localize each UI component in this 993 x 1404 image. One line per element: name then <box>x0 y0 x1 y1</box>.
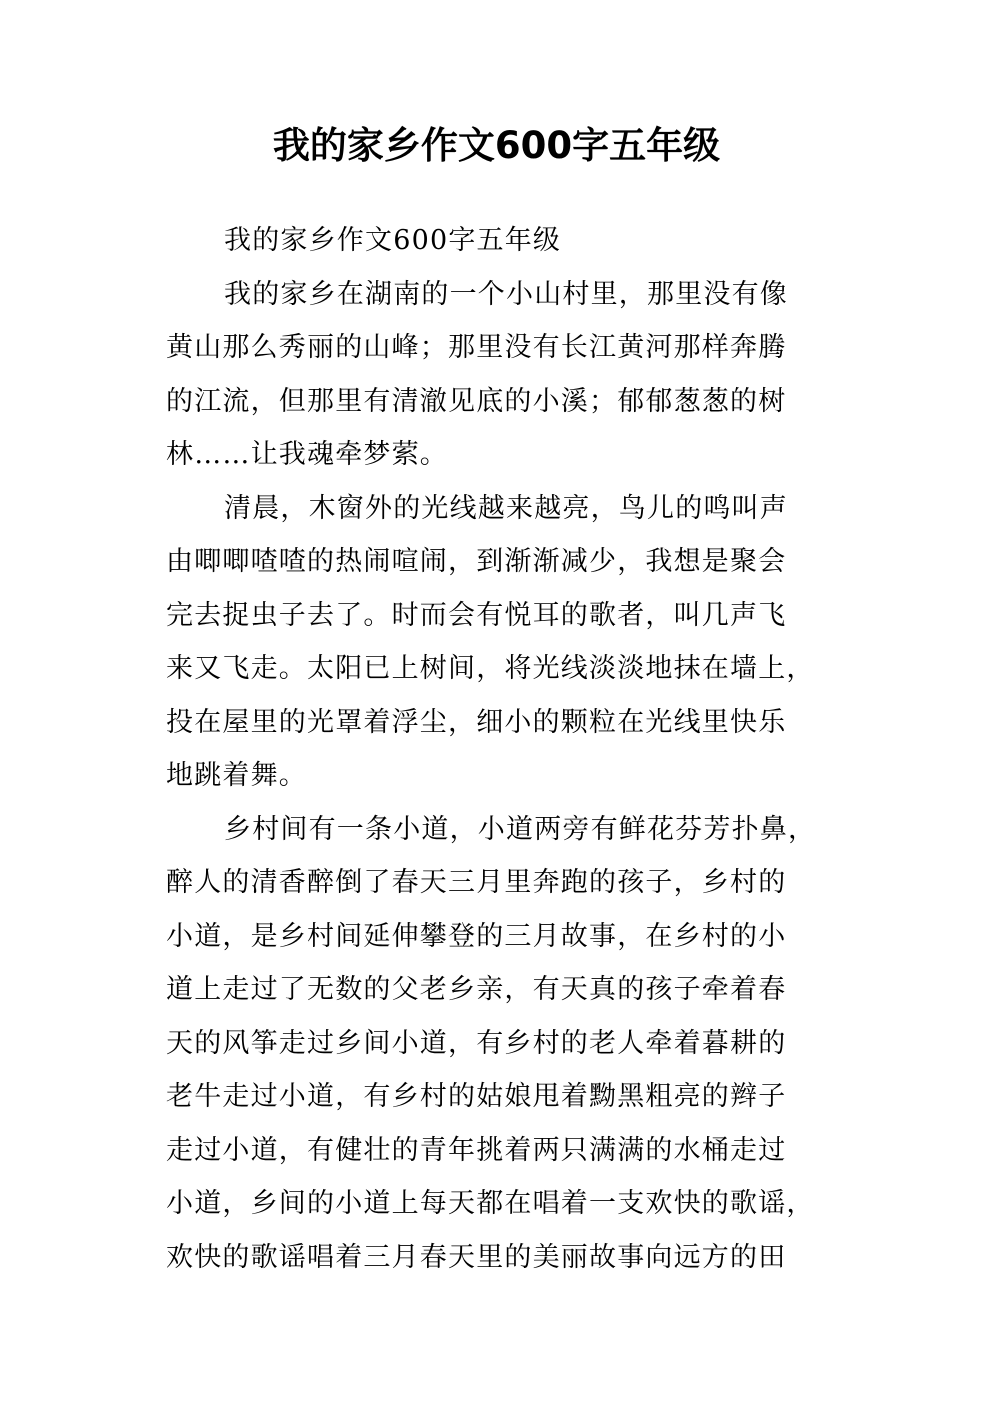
paragraph-line: 走过小道，有健壮的青年挑着两只满满的水桶走过 <box>166 1134 787 1166</box>
paragraph-line: 我的家乡在湖南的一个小山村里，那里没有像 <box>224 278 788 310</box>
paragraph-line: 醉人的清香醉倒了春天三月里奔跑的孩子，乡村的 <box>166 867 787 898</box>
document-subtitle: 我的家乡作文600字五年级 <box>224 225 562 256</box>
paragraph-line: 欢快的歌谣唱着三月春天里的美丽故事向远方的田 <box>166 1241 787 1273</box>
paragraph-line: 清晨，木窗外的光线越来越亮，鸟儿的鸣叫声 <box>224 492 788 524</box>
document-title: 我的家乡作文600字五年级 <box>272 124 721 167</box>
paragraph-3 <box>166 803 834 1285</box>
paragraph-line: 黄山那么秀丽的山峰；那里没有长江黄河那样奔腾 <box>166 332 787 363</box>
paragraph-line: 投在屋里的光罩着浮尘，细小的颗粒在光线里快乐 <box>166 706 787 738</box>
paragraph-line: 天的风筝走过乡间小道，有乡村的老人牵着暮耕的 <box>166 1027 787 1059</box>
paragraph-line: 小道，乡间的小道上每天都在唱着一支欢快的歌谣， <box>166 1188 815 1219</box>
paragraph-line: 乡村间有一条小道，小道两旁有鲜花芬芳扑鼻， <box>224 813 817 845</box>
paragraph-line: 老牛走过小道，有乡村的姑娘甩着黝黑粗亮的辫子 <box>166 1081 787 1112</box>
paragraph-2 <box>166 482 834 803</box>
paragraph-line: 完去捉虫子去了。时而会有悦耳的歌者，叫几声飞 <box>166 599 787 631</box>
document-body <box>166 214 834 1284</box>
paragraph-line: 的江流，但那里有清澈见底的小溪；郁郁葱葱的树 <box>166 385 787 417</box>
paragraph-line: 林……让我魂牵梦萦。 <box>166 439 448 470</box>
paragraph-line: 地跳着舞。 <box>166 760 307 791</box>
paragraph-line: 由唧唧喳喳的热闹喧闹，到渐渐减少，我想是聚会 <box>166 546 787 577</box>
paragraph-1 <box>166 268 834 482</box>
paragraph-line: 小道，是乡村间延伸攀登的三月故事，在乡村的小 <box>166 920 787 952</box>
paragraph-line: 道上走过了无数的父老乡亲，有天真的孩子牵着春 <box>166 974 787 1005</box>
paragraph-line: 来又飞走。太阳已上树间，将光线淡淡地抹在墙上， <box>166 653 815 684</box>
